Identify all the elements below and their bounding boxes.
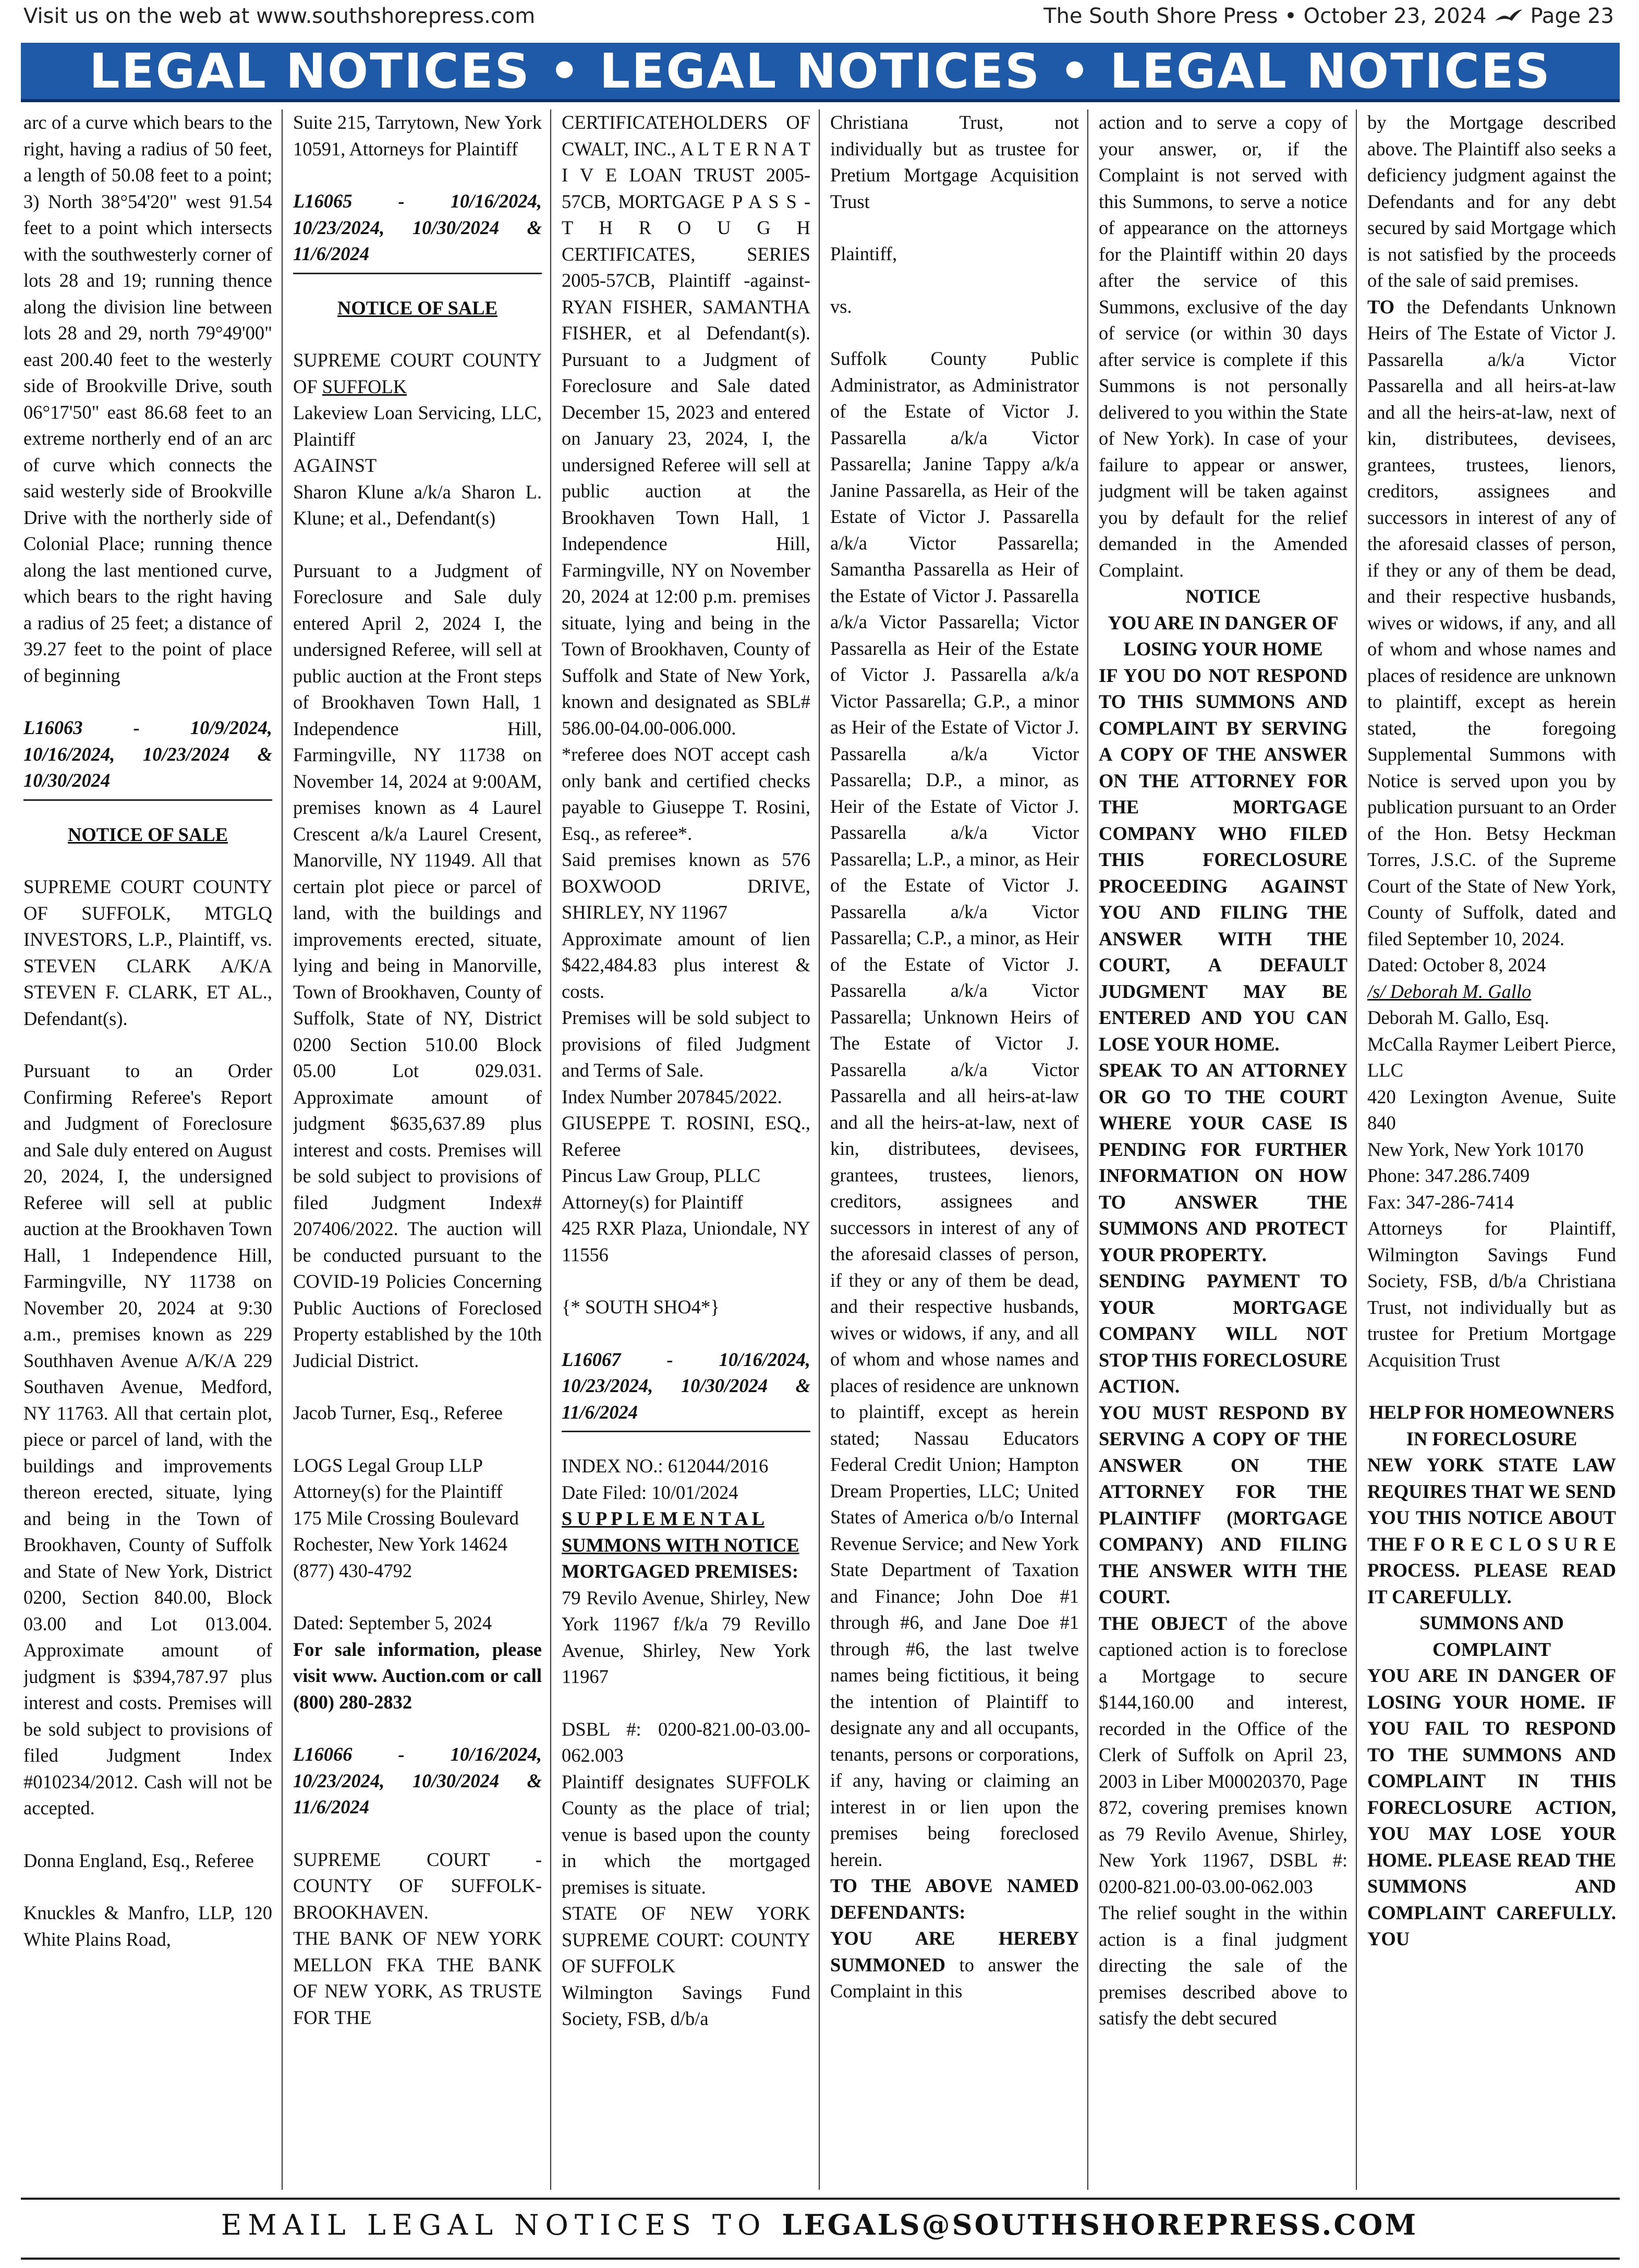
col2-text: Lakeview Loan Servicing, LLC, Plaintiff [293, 402, 542, 450]
column-rule [1356, 109, 1357, 2190]
column-2 [293, 109, 542, 2190]
col5-text: action and to serve a copy of your answer, or, if the Complaint is not served with this Summons, to serve a notice of appearance on the attorneys for the Plaintiff within 20 days after the service of this Summons, exclusive of the day of service (or within 30 days after service is complete if this Summons is not personally delivered to you within the State of New York). In case of your failure to appear or answer, judgment will be taken against you by default for the relief demanded in the Amended Complaint. [1099, 112, 1347, 581]
ad-reference: L16063 - 10/9/2024, 10/16/2024, 10/23/2024 & 10/30/2024 [23, 717, 272, 791]
col6-text: Deborah M. Gallo, Esq. [1367, 1007, 1549, 1028]
notice-heading: NOTICE OF SALE [68, 823, 228, 845]
masthead [1043, 4, 1614, 28]
col1-text: arc of a curve which bears to the right, having a radius of 50 feet, a length of 50.08 feet to a point; 3) North 38°54'20" west 91.54 feet to a point which intersects with the southwesterly corner of lots 28 and 19; running thence along the division line between lots 28 and 29, north 79°49'00" east 200.40 feet to the westerly side of Brookville Drive, south 06°17'50" east 86.68 feet to an extreme northerly end of an arc of curve which connects the said westerly side of Brookville Drive with the northerly side of Colonial Place; running thence along the last mentioned curve, which bears to the right having a radius of 25 feet; a distance of 39.27 feet to the point of place of beginning [23, 112, 272, 686]
column-5 [1099, 109, 1347, 2190]
col2-text: SUPREME COURT COUNTY OF SUFFOLK [293, 349, 542, 397]
column-1 [23, 109, 272, 2190]
website-line: Visit us on the web at www.southshorepress.com [23, 4, 536, 28]
divider [293, 273, 542, 274]
col2-text: Pursuant to a Judgment of Foreclosure and Sale duly entered April 2, 2024 I, the undersigned Referee, will sell at public auction at the Front steps of Brookhaven Town Hall, 1 Independence Hill, Farmingville, NY 11738 on November 14, 2024 at 9:00AM, premises known as 4 Laurel Crescent a/k/a Laurel Cresent, Manorville, NY 11949. All that certain plot piece or parcel of land, with the buildings and improvements erected, situate, lying and being in Manorville, Town of Brookhaven, County of Suffolk, State of NY, District 0200 Section 510.00 Block 05.00 Lot 029.031. Approximate amount of judgment $635,637.89 plus interest and costs. Premises will be sold subject to provisions of filed Judgment Index# 207406/2022. The auction will be conducted pursuant to the COVID-19 Policies Concerning Public Auctions of Foreclosed Property established by the 10th Judicial District. [293, 559, 542, 1371]
col5-text: THE OBJECT of the above captioned action is to foreclose a Mortgage to secure $144,160.00 and interest, recorded in the Office of the Clerk of Suffolk on April 23, 2003 in Liber M00020370, Page 872, covering premises known as 79 Revilo Avenue, Shirley, New York 11967, DSBL #: 0200-821.00-03.00-062.003 [1099, 1612, 1347, 1897]
banner-underline [21, 99, 1620, 102]
col4-text: YOU ARE HEREBY SUMMONED to answer the Complaint in this [830, 1928, 1079, 2002]
footer [0, 2208, 1639, 2241]
column-6 [1367, 109, 1616, 2190]
col3-text: Attorney(s) for Plaintiff [562, 1191, 744, 1213]
col5-text: SPEAK TO AN ATTORNEY OR GO TO THE COURT WHERE YOUR CASE IS PENDING FOR FURTHER INFORMATION ON HOW TO ANSWER THE SUMMONS AND PROTECT YOUR PROPERTY. [1099, 1059, 1347, 1265]
col4-text: vs. [830, 295, 852, 317]
col2-text: Sharon Klune a/k/a Sharon L. Klune; et al., Defendant(s) [293, 481, 542, 529]
col3-text: Date Filed: 10/01/2024 [562, 1481, 738, 1503]
col5-text: YOU ARE IN DANGER OF LOSING YOUR HOME [1108, 612, 1339, 660]
summons-complaint-heading: SUMMONS AND COMPLAINT [1419, 1612, 1564, 1660]
col1-text: SUPREME COURT COUNTY OF SUFFOLK, MTGLQ INVESTORS, L.P., Plaintiff, vs. STEVEN CLARK A/K/A STEVEN F. CLARK, ET AL., Defendant(s). [23, 876, 272, 1029]
col5-text: YOU MUST RESPOND BY SERVING A COPY OF THE ANSWER ON THE ATTORNEY FOR THE PLAINTIFF (MORTGAGE COMPANY) AND FILING THE ANSWER WITH THE COURT. [1099, 1401, 1347, 1607]
col2-text: For sale information, please visit www. Auction.com or call (800) 280-2832 [293, 1638, 542, 1713]
col3-text: *referee does NOT accept cash only bank and certified checks payable to Giuseppe T. Rosini, Esq., as referee*. [562, 743, 810, 844]
col5-text: IF YOU DO NOT RESPOND TO THIS SUMMONS AND COMPLAINT BY SERVING A COPY OF THE ANSWER ON THE ATTORNEY FOR THE MORTGAGE COMPANY WHO FILED THIS FORECLOSURE PROCEEDING AGAINST YOU AND FILING THE ANSWER WITH THE COURT, A DEFAULT JUDGMENT MAY BE ENTERED AND YOU CAN LOSE YOUR HOME. [1099, 664, 1347, 1055]
col3-text: Wilmington Savings Fund Society, FSB, d/b/a [562, 1981, 810, 2029]
footer-email[interactable]: LEGALS@SOUTHSHOREPRESS.COM [782, 2208, 1418, 2241]
col5-text: NOTICE [1185, 586, 1261, 607]
col2-text: (877) 430-4792 [293, 1559, 412, 1581]
col3-text: CERTIFICATEHOLDERS OF CWALT, INC., A L T E R N A T I V E LOAN TRUST 2005-57CB, MORTGAGE P A S S - T H R O U G H CERTIFICATES, SERIES 2005-57CB, Plaintiff -against- RYAN FISHER, SAMANTHA FISHER, et al Defendant(s). Pursuant to a Judgment of Foreclosure and Sale dated December 15, 2023 and entered on January 23, 2024, I, the undersigned Referee will sell at public auction at the Brookhaven Town Hall, 1 Independence Hill, Farmingville, NY on November 20, 2024 at 12:00 p.m. premises situate, lying and being in the Town of Brookhaven, County of Suffolk and State of New York, known and designated as SBL# 586.00-04.00-006.000. [562, 112, 810, 739]
col3-text: STATE OF NEW YORK SUPREME COURT: COUNTY OF SUFFOLK [562, 1903, 810, 1977]
col2-text: 175 Mile Crossing Boulevard [293, 1507, 519, 1529]
col4-text: Christiana Trust, not individually but as trustee for Pretium Mortgage Acquisition Trust [830, 112, 1079, 212]
col6-text: TO the Defendants Unknown Heirs of The Estate of Victor J. Passarella a/k/a Victor Passarella and all heirs-at-law and all the heirs-at-law, next of kin, distributees, devisees, grantees, trustees, lienors, creditors, assignees and successors in interest of any of the aforesaid classes of person, if they or any of them be dead, and their respective husbands, wives or widows, if any, and all of whom and whose names and places of residence are unknown to plaintiff, except as herein stated, the foregoing Supplemental Summons with Notice is served upon you by publication pursuant to an Order of the Hon. Betsy Heckman Torres, J.S.C. of the Supreme Court of the State of New York, County of Suffolk, dated and filed September 10, 2024. [1367, 296, 1616, 949]
column-rule [1087, 109, 1088, 2190]
col2-text: THE BANK OF NEW YORK MELLON FKA THE BANK OF NEW YORK, AS TRUSTE FOR THE [293, 1928, 542, 2028]
column-rule [550, 109, 551, 2190]
col6-text: Dated: October 8, 2024 [1367, 954, 1546, 976]
footer-rule [21, 2198, 1620, 2200]
col6-text: McCalla Raymer Leibert Pierce, LLC [1367, 1033, 1616, 1081]
ad-reference: L16067 - 10/16/2024, 10/23/2024, 10/30/2024 & 11/6/2024 [562, 1348, 810, 1423]
col2-text: Dated: September 5, 2024 [293, 1612, 492, 1633]
col4-text: Plaintiff, [830, 243, 897, 264]
col6-text: YOU ARE IN DANGER OF LOSING YOUR HOME. IF YOU FAIL TO RESPOND TO THE SUMMONS AND COMPLAINT IN THIS FORECLOSURE ACTION, YOU MAY LOSE YOUR HOME. PLEASE READ THE SUMMONS AND COMPLAINT CAREFULLY. YOU [1367, 1665, 1616, 1949]
column-4 [830, 109, 1079, 2190]
legal-notices-banner: LEGAL NOTICES • LEGAL NOTICES • LEGAL NOTICES [21, 43, 1620, 99]
col6-text: Fax: 347-286-7414 [1367, 1191, 1514, 1213]
col2-text: LOGS Legal Group LLP [293, 1454, 483, 1476]
seagull-icon [1494, 8, 1523, 24]
col6-text: Phone: 347.286.7409 [1367, 1165, 1530, 1186]
col1-text: Pursuant to an Order Confirming Referee's Report and Judgment of Foreclosure and Sale duly entered on August 20, 2024, I, the undersigned Referee will sell at public auction at the Brookhaven Town Hall, 1 Independence Hill, Farmingville, NY 11738 on November 20, 2024 at 9:30 a.m., premises known as 229 Southhaven Avenue A/K/A 229 Southaven Avenue, Medford, NY 11763. All that certain plot, piece or parcel of land, with the buildings and improvements thereon erected, situate, lying and being in the Town of Brookhaven, County of Suffolk and State of New York, District 0200, Section 840.00, Block 03.00 and Lot 013.004. Approximate amount of judgment is $394,787.97 plus interest and costs. Premises will be sold subject to provisions of filed Judgment Index #010234/2012. Cash will not be accepted. [23, 1060, 272, 1819]
column-rule [282, 109, 283, 2190]
notice-heading: NOTICE OF SALE [337, 297, 497, 319]
page-number: Page 23 [1530, 4, 1614, 28]
col3-text: GIUSEPPE T. ROSINI, ESQ., Referee [562, 1112, 810, 1160]
divider [23, 799, 272, 801]
summons-heading: SUMMONS WITH NOTICE [562, 1534, 799, 1556]
col1-text: Donna England, Esq., Referee [23, 1849, 254, 1871]
col3-text: Pincus Law Group, PLLC [562, 1165, 761, 1186]
col3-text: MORTGAGED PREMISES: [562, 1560, 798, 1582]
footer-label: EMAIL LEGAL NOTICES TO [221, 2209, 767, 2241]
col6-text: by the Mortgage described above. The Plaintiff also seeks a deficiency judgment against the Defendants and for any debt secured by said Mortgage which is not satisfied by the proceeds of the sale of said premises. [1367, 112, 1616, 291]
column-3 [562, 109, 810, 2190]
help-heading: HELP FOR HOMEOWNERS IN FORECLOSURE [1369, 1401, 1614, 1449]
col2-text: Attorney(s) for the Plaintiff [293, 1481, 503, 1502]
col2-text: Suite 215, Tarrytown, New York 10591, Attorneys for Plaintiff [293, 112, 542, 160]
col4-text: TO THE ABOVE NAMED DEFENDANTS: [830, 1875, 1079, 1923]
col3-text: 79 Revilo Avenue, Shirley, New York 11967 f/k/a 79 Revillo Avenue, Shirley, New York 11967 [562, 1587, 810, 1687]
column-rule [819, 109, 820, 2190]
signature: /s/ Deborah M. Gallo [1367, 980, 1532, 1002]
col3-text: Index Number 207845/2022. [562, 1086, 782, 1107]
col6-text: 420 Lexington Avenue, Suite 840 [1367, 1086, 1616, 1133]
col4-text: Suffolk County Public Administrator, as Administrator of the Estate of Victor J. Passarella a/k/a Victor Passarella; Janine Tappy a/k/a Janine Passarella, as Heir of the Estate of Victor J. Passarella a/k/a Victor Passarella; Samantha Passarella as Heir of the Estate of Victor J. Passarella a/k/a Victor Passarella; Victor Passarella as Heir of the Estate of Victor J. Passarella a/k/a Victor Passarella; G.P., a minor as Heir of the Estate of Victor J. Passarella a/k/a Victor Passarella; D.P., a minor, as Heir of the Estate of Victor J. Passarella a/k/a Victor Passarella; L.P., a minor, as Heir of the Estate of Victor J. Passarella a/k/a Victor Passarella; C.P., a minor, as Heir of the Estate of Victor J. Passarella a/k/a Victor Passarella; Unknown Heirs of The Estate of Victor J. Passarella a/k/a Victor Passarella and all heirs-at-law and all the heirs-at-law, next of kin, distributees, devisees, grantees, trustees, lienors, creditors, assignees and successors in interest of any of the aforesaid classes of person, if they or any of them be dead, and their respective husbands, wives or widows, if any, and all of whom and whose names and places of residence are unknown to plaintiff, except as herein stated; Nassau Educators Federal Credit Union; Hampton Dream Properties, LLC; United States of America o/b/o Internal Revenue Service; and New York State Department of Taxation and Finance; John Doe #1 through #6, and Jane Doe #1 through #6, the last twelve names being fictitious, it being the intention of Plaintiff to designate any and all occupants, tenants, persons or corporations, if any, having or claiming an interest in or lien upon the premises being foreclosed herein. [830, 348, 1079, 1870]
col2-text: Jacob Turner, Esq., Referee [293, 1402, 503, 1423]
col5-text: SENDING PAYMENT TO YOUR MORTGAGE COMPANY WILL NOT STOP THIS FORECLOSURE ACTION. [1099, 1270, 1347, 1397]
col2-text: AGAINST [293, 455, 377, 476]
col3-text: {* SOUTH SHO4*} [562, 1296, 720, 1318]
col2-text: Rochester, New York 14624 [293, 1533, 508, 1555]
ad-reference: L16065 - 10/16/2024, 10/23/2024, 10/30/2024 & 11/6/2024 [293, 190, 542, 264]
footer-rule [21, 2258, 1620, 2260]
masthead-title: The South Shore Press • October 23, 2024 [1043, 4, 1487, 28]
col3-text: INDEX NO.: 612044/2016 [562, 1455, 769, 1477]
col3-text: Approximate amount of lien $422,484.83 plus interest & costs. [562, 928, 810, 1002]
col6-text: Attorneys for Plaintiff, Wilmington Savings Fund Society, FSB, d/b/a Christiana Trust, not individually but as trustee for Pretium Mortgage Acquisition Trust [1367, 1217, 1616, 1371]
col3-text: Said premises known as 576 BOXWOOD DRIVE, SHIRLEY, NY 11967 [562, 849, 810, 923]
col1-text: Knuckles & Manfro, LLP, 120 White Plains Road, [23, 1902, 272, 1950]
col5-text: The relief sought in the within action is a final judgment directing the sale of the premises described above to satisfy the debt secured [1099, 1902, 1347, 2029]
col6-text: New York, New York 10170 [1367, 1138, 1584, 1160]
ad-reference: L16066 - 10/16/2024, 10/23/2024, 10/30/2024 & 11/6/2024 [293, 1743, 542, 1818]
divider [562, 1431, 810, 1432]
col6-text: NEW YORK STATE LAW REQUIRES THAT WE SEND YOU THIS NOTICE ABOUT THE F O R E C L O S U R E PROCESS. PLEASE READ IT CAREFULLY. [1367, 1454, 1616, 1607]
col3-text: DSBL #: 0200-821.00-03.00-062.003 [562, 1718, 810, 1766]
summons-heading: S U P P L E M E N T A L [562, 1508, 765, 1529]
col3-text: Premises will be sold subject to provisions of filed Judgment and Terms of Sale. [562, 1007, 810, 1081]
col2-text: SUPREME COURT - COUNTY OF SUFFOLK-BROOKHAVEN. [293, 1848, 542, 1923]
col3-text: 425 RXR Plaza, Uniondale, NY 11556 [562, 1217, 810, 1265]
col3-text: Plaintiff designates SUFFOLK County as the place of trial; venue is based upon the county in which the mortgaged premises is situate. [562, 1771, 810, 1898]
